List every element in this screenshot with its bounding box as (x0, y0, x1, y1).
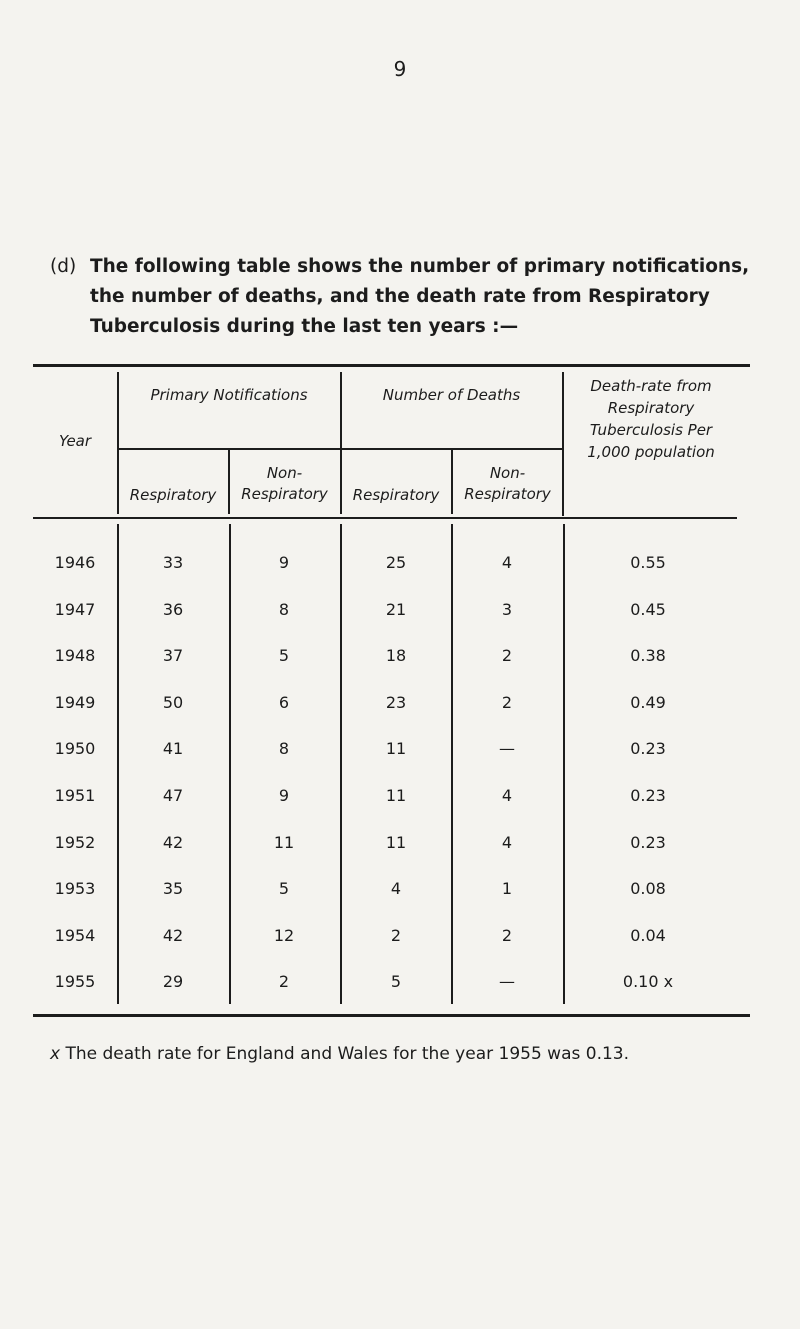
cell-notif-non-respiratory: 2 (278, 972, 290, 992)
cell-deaths-respiratory: 23 (385, 692, 407, 712)
cell-deaths-non-respiratory: 4 (501, 832, 513, 852)
cell-notif-non-respiratory: 9 (278, 553, 290, 572)
cell-deaths-respiratory: 25 (385, 553, 407, 572)
cell-notif-non-respiratory: 6 (278, 692, 290, 712)
cell-year: 1954 (54, 925, 96, 945)
page-number: 9 (393, 57, 407, 81)
cell-death-rate: 0.23 (630, 739, 666, 759)
cell-notif-non-respiratory: 9 (278, 786, 290, 805)
cell-deaths-respiratory: 4 (390, 879, 402, 899)
cell-death-rate: 0.38 (630, 646, 666, 666)
header-death-rate: Death-rate from Respiratory Tuberculosis Per 1,000 population (587, 377, 715, 461)
footnote (50, 1044, 629, 1064)
cell-deaths-non-respiratory: — (499, 739, 515, 759)
header-notif-respiratory: Respiratory (129, 486, 217, 504)
cell-deaths-non-respiratory: 2 (501, 925, 513, 945)
cell-deaths-respiratory: 18 (385, 646, 407, 666)
cell-notif-respiratory: 35 (162, 879, 184, 899)
footnote-text: The death rate for England and Wales for the year 1955 was 0.13. (65, 1044, 630, 1064)
cell-deaths-respiratory: 11 (385, 786, 407, 805)
cell-deaths-non-respiratory: 2 (501, 692, 513, 712)
header-year: Year (58, 432, 92, 450)
cell-year: 1950 (54, 739, 96, 759)
cell-notif-respiratory: 50 (162, 692, 184, 712)
cell-death-rate: 0.45 (630, 599, 666, 619)
cell-year: 1951 (54, 786, 96, 805)
cell-deaths-non-respiratory: 2 (501, 646, 513, 666)
cell-notif-respiratory: 42 (162, 925, 184, 945)
cell-notif-non-respiratory: 5 (278, 879, 290, 899)
cell-notif-respiratory: 37 (162, 646, 184, 666)
cell-year: 1946 (54, 553, 96, 572)
cell-deaths-non-respiratory: 4 (501, 553, 513, 572)
cell-deaths-non-respiratory: 3 (501, 599, 513, 619)
header-primary-notifications: Primary Notifications (150, 386, 308, 404)
cell-death-rate: 0.23 (630, 832, 666, 852)
cell-deaths-respiratory: 11 (385, 832, 407, 852)
cell-notif-non-respiratory: 8 (278, 599, 290, 619)
cell-death-rate: 0.55 (630, 553, 666, 572)
cell-death-rate: 0.10 x (622, 972, 674, 992)
cell-notif-respiratory: 29 (162, 972, 184, 992)
cell-notif-respiratory: 33 (162, 553, 184, 572)
cell-death-rate: 0.04 (630, 925, 666, 945)
cell-notif-respiratory: 41 (162, 739, 184, 759)
cell-year: 1952 (54, 832, 96, 852)
cell-notif-non-respiratory: 8 (278, 739, 290, 759)
cell-deaths-respiratory: 21 (385, 599, 407, 619)
cell-death-rate: 0.08 (630, 879, 666, 899)
header-deaths-non-respiratory: Non- Respiratory (464, 464, 551, 503)
header-bottom-rule (33, 517, 737, 519)
cell-deaths-non-respiratory: — (499, 972, 515, 992)
cell-death-rate: 0.23 (630, 786, 666, 805)
cell-notif-non-respiratory: 5 (278, 646, 290, 666)
cell-deaths-respiratory: 5 (390, 972, 402, 992)
header-number-of-deaths: Number of Deaths (382, 386, 521, 404)
footnote-marker: x (50, 1044, 61, 1064)
cell-year: 1948 (54, 646, 96, 666)
cell-notif-respiratory: 42 (162, 832, 184, 852)
cell-deaths-non-respiratory: 1 (501, 879, 513, 899)
cell-notif-respiratory: 47 (162, 786, 184, 805)
cell-deaths-respiratory: 2 (390, 925, 402, 945)
cell-notif-non-respiratory: 11 (273, 832, 295, 852)
cell-year: 1953 (54, 879, 96, 899)
intro-text: The following table shows the number of primary notifications, the number of deaths, and the death rate from Respiratory Tuberculosis during the last ten years :— (90, 256, 750, 337)
section-marker: (d) (50, 256, 77, 277)
table-bottom-rule (33, 1014, 750, 1017)
header-notif-non-respiratory: Non- Respiratory (241, 464, 328, 503)
cell-year: 1955 (54, 972, 96, 992)
header-deaths-respiratory: Respiratory (352, 486, 440, 504)
cell-year: 1949 (54, 692, 96, 712)
intro-paragraph (50, 252, 750, 342)
cell-deaths-non-respiratory: 4 (501, 786, 513, 805)
cell-notif-non-respiratory: 12 (273, 925, 295, 945)
cell-notif-respiratory: 36 (162, 599, 184, 619)
cell-death-rate: 0.49 (630, 692, 666, 712)
cell-year: 1947 (54, 599, 96, 619)
cell-deaths-respiratory: 11 (385, 739, 407, 759)
